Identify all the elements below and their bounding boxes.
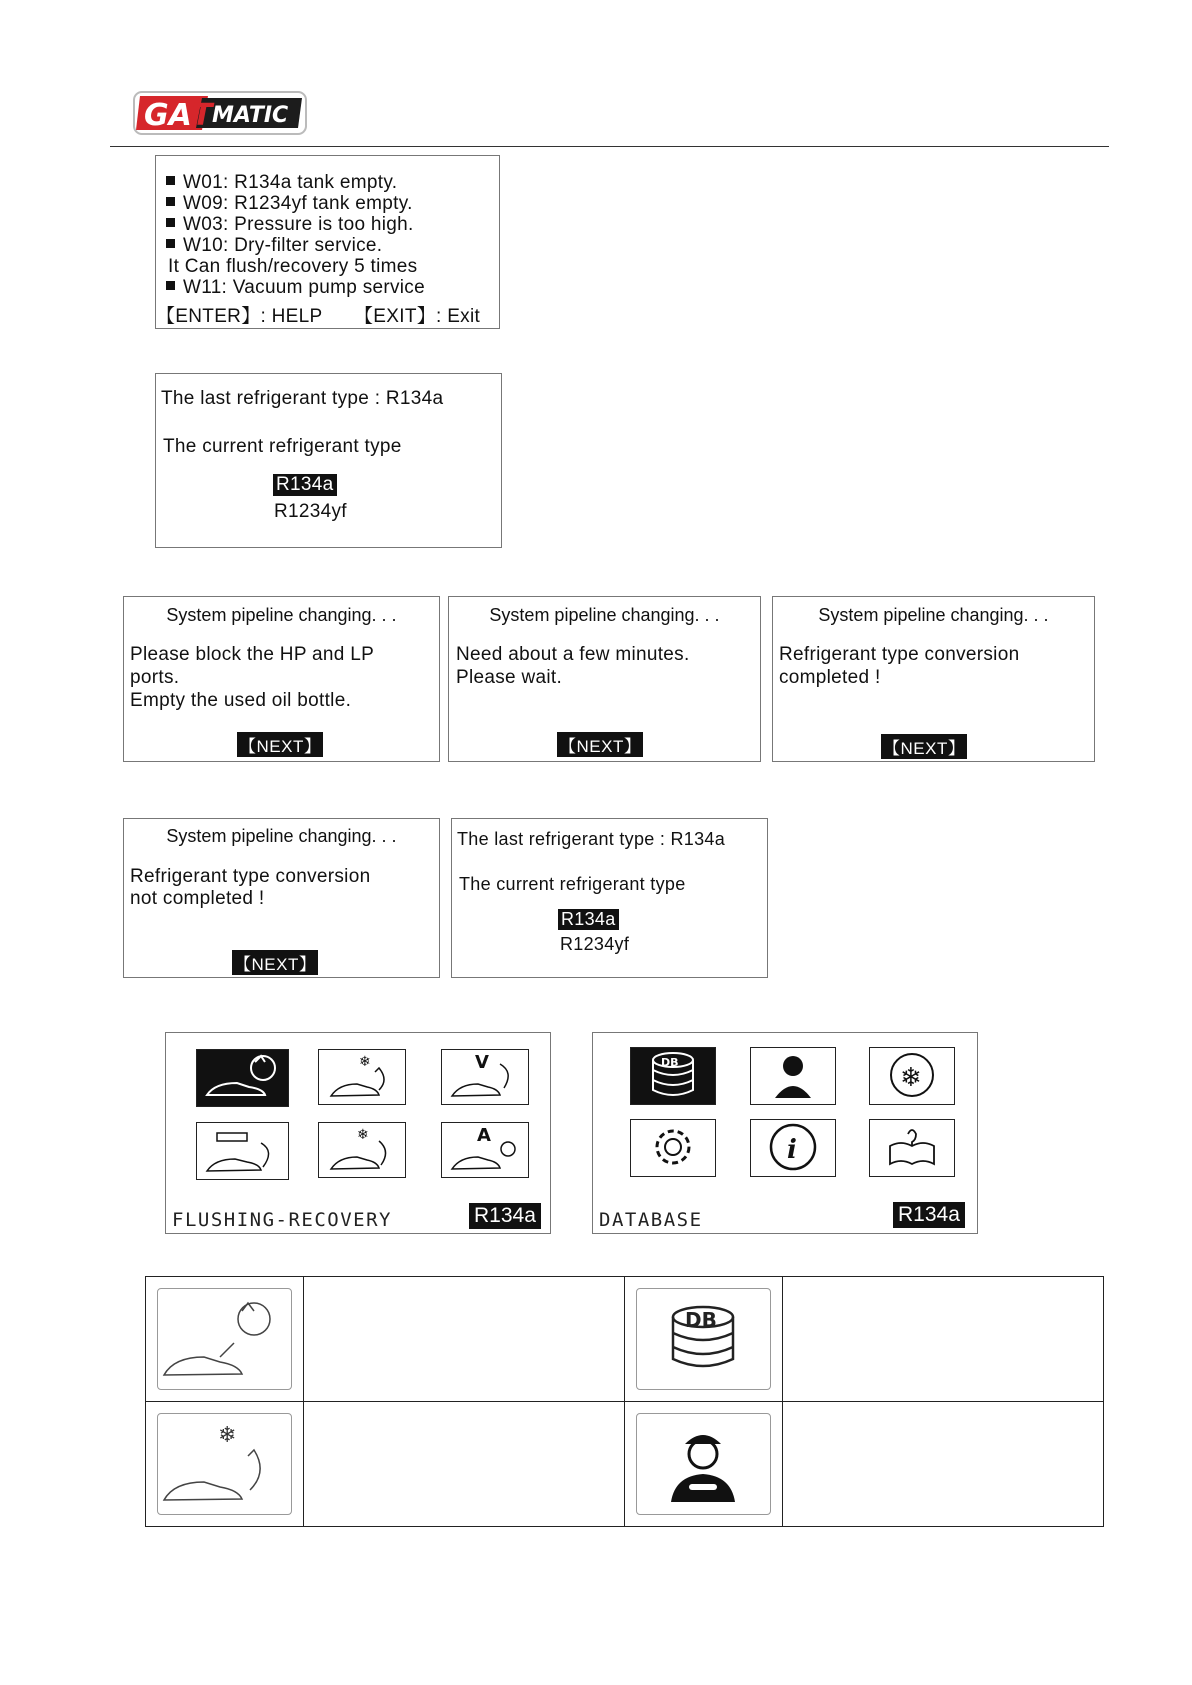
table-cell-icon [146, 1402, 304, 1527]
recovery-icon[interactable] [318, 1049, 406, 1105]
table-row [146, 1277, 1104, 1402]
pipeline-line: not completed ! [130, 888, 265, 909]
option-r1234yf[interactable]: R1234yf [274, 501, 347, 522]
warning-item: W09: R1234yf tank empty. [166, 193, 413, 215]
pipeline-screen-completed [772, 596, 1095, 762]
database-icon [636, 1288, 771, 1390]
option-r134a[interactable]: R134a [273, 474, 337, 496]
database-menu [592, 1032, 978, 1234]
last-refrigerant-label: The last refrigerant type : R134a [161, 388, 444, 409]
menu-title: FLUSHING-RECOVERY [172, 1209, 392, 1231]
svg-text:DB: DB [661, 1056, 679, 1069]
enter-help-button[interactable]: 【ENTER】: HELP [156, 306, 323, 327]
pipeline-line: Empty the used oil bottle. [130, 690, 352, 711]
table-cell-icon [625, 1277, 783, 1402]
flushing-recovery-icon [157, 1288, 292, 1390]
table-row [146, 1402, 1104, 1527]
current-refrigerant-label: The current refrigerant type [163, 436, 402, 457]
svg-text:❄: ❄ [357, 1126, 369, 1142]
mechanic-icon [636, 1413, 771, 1515]
refrigerant-select-screen-2 [451, 818, 768, 978]
vacuum-icon[interactable] [441, 1049, 529, 1105]
warning-item: W01: R134a tank empty. [166, 172, 397, 194]
warning-screen [155, 155, 500, 329]
flushing-recovery-icon[interactable] [196, 1049, 289, 1107]
pipeline-line: Need about a few minutes. [456, 644, 690, 665]
refrigerant-badge: R134a [469, 1203, 541, 1229]
exit-button[interactable]: 【EXIT】: Exit [354, 306, 481, 327]
table-cell-icon [146, 1277, 304, 1402]
svg-text:i: i [787, 1135, 797, 1165]
svg-text:❄: ❄ [900, 1062, 922, 1092]
svg-text:❄: ❄ [218, 1422, 237, 1447]
recovery-icon [157, 1413, 292, 1515]
refrigerant-select-screen [155, 373, 502, 548]
pipeline-screen-block-ports [123, 596, 440, 762]
next-button[interactable]: 【NEXT】 [557, 732, 643, 757]
table-cell-text [783, 1402, 1104, 1527]
table-cell-text [304, 1277, 625, 1402]
svg-text:V: V [475, 1052, 489, 1073]
option-r1234yf[interactable]: R1234yf [560, 934, 630, 954]
pipeline-line: ports. [130, 667, 180, 688]
pipeline-screen-wait [448, 596, 761, 762]
last-refrigerant-label: The last refrigerant type : R134a [457, 829, 726, 849]
snowflake-icon[interactable] [869, 1047, 955, 1105]
oil-injection-icon[interactable] [196, 1122, 289, 1180]
warning-item: W03: Pressure is too high. [166, 214, 414, 236]
pipeline-line: Please wait. [456, 667, 563, 688]
pipeline-title: System pipeline changing. . . [166, 605, 397, 625]
svg-text:A: A [477, 1125, 491, 1146]
pipeline-line: completed ! [779, 667, 881, 688]
table-cell-text [783, 1277, 1104, 1402]
help-book-icon[interactable] [869, 1119, 955, 1177]
refrigerant-badge: R134a [893, 1202, 965, 1228]
warning-note: It Can flush/recovery 5 times [168, 256, 418, 277]
settings-gear-icon[interactable] [630, 1119, 716, 1177]
table-cell-icon [625, 1402, 783, 1527]
svg-text:GA: GA [144, 98, 192, 133]
gatmatic-logo [132, 88, 308, 138]
svg-text:❄: ❄ [359, 1053, 371, 1069]
flushing-recovery-menu [165, 1032, 551, 1234]
svg-text:MATIC: MATIC [212, 103, 289, 128]
icon-legend-table [145, 1276, 1104, 1527]
pipeline-title: System pipeline changing. . . [489, 605, 720, 625]
header-divider [110, 146, 1109, 147]
option-r134a[interactable]: R134a [558, 909, 619, 930]
warning-item: W11: Vacuum pump service [166, 277, 425, 299]
next-button[interactable]: 【NEXT】 [232, 950, 318, 975]
pipeline-line: Please block the HP and LP [130, 644, 375, 665]
table-cell-text [304, 1402, 625, 1527]
menu-title: DATABASE [599, 1209, 703, 1231]
current-refrigerant-label: The current refrigerant type [459, 874, 686, 894]
pipeline-title: System pipeline changing. . . [818, 605, 1049, 625]
svg-text:T: T [192, 98, 213, 133]
warning-item: W10: Dry-filter service. [166, 235, 382, 257]
pipeline-line: Refrigerant type conversion [779, 644, 1020, 665]
auto-icon[interactable] [441, 1122, 529, 1178]
svg-text:DB: DB [685, 1308, 717, 1332]
next-button[interactable]: 【NEXT】 [237, 732, 323, 757]
pipeline-screen-not-completed [123, 818, 440, 978]
database-icon[interactable] [630, 1047, 716, 1105]
pipeline-line: Refrigerant type conversion [130, 866, 371, 887]
pipeline-title: System pipeline changing. . . [166, 826, 397, 846]
mechanic-icon[interactable] [750, 1047, 836, 1105]
charge-icon[interactable] [318, 1122, 406, 1178]
next-button[interactable]: 【NEXT】 [881, 734, 967, 759]
info-icon[interactable] [750, 1119, 836, 1177]
